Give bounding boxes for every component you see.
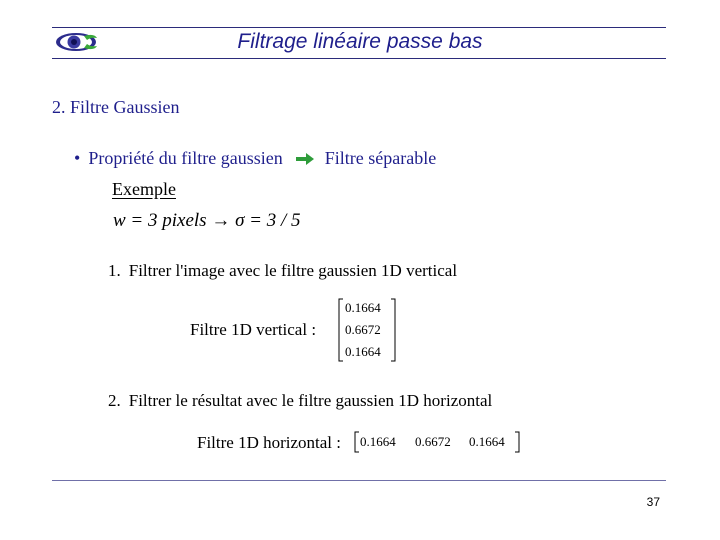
matrix-cell: 0.6672 [415, 434, 451, 449]
formula-right: σ = 3 / 5 [235, 210, 301, 231]
step-1-number: 1. [108, 261, 121, 280]
right-arrow-icon [295, 152, 315, 166]
horizontal-filter-matrix [353, 431, 521, 453]
bullet-text: Propriété du filtre gaussien [88, 148, 283, 168]
step-1 [108, 261, 457, 281]
matrix-cell: 0.1664 [469, 434, 505, 449]
vertical-filter-label: Filtre 1D vertical : [190, 320, 317, 339]
header-bottom-rule [52, 58, 666, 59]
slide-title: Filtrage linéaire passe bas [237, 30, 483, 53]
page-number: 37 [646, 495, 660, 509]
eye-logo-icon [54, 29, 98, 55]
section-title: 2. Filtre Gaussien [52, 97, 180, 117]
step-2-text: Filtrer le résultat avec le filtre gaussien 1D horizontal [128, 391, 493, 410]
matrix-cell: 0.6672 [345, 322, 381, 337]
example-heading: Exemple [112, 179, 176, 199]
formula-left: w = 3 pixels [113, 210, 207, 231]
bullet-marker: • [74, 148, 81, 168]
matrix-cell: 0.1664 [345, 344, 381, 359]
footer-rule [52, 480, 666, 481]
step-2 [108, 391, 492, 411]
step-1-text: Filtrer l'image avec le filtre gaussien 1D vertical [128, 261, 458, 280]
step-2-number: 2. [108, 391, 121, 410]
horizontal-filter-label: Filtre 1D horizontal : [197, 433, 342, 452]
bullet-item [74, 148, 436, 169]
matrix-cell: 0.1664 [360, 434, 396, 449]
bullet-result: Filtre séparable [324, 148, 437, 168]
header-top-rule [52, 27, 666, 28]
vertical-filter-matrix [338, 298, 396, 362]
matrix-cell: 0.1664 [345, 300, 381, 315]
example-formula [113, 210, 301, 232]
implies-arrow-icon: → [211, 210, 231, 231]
